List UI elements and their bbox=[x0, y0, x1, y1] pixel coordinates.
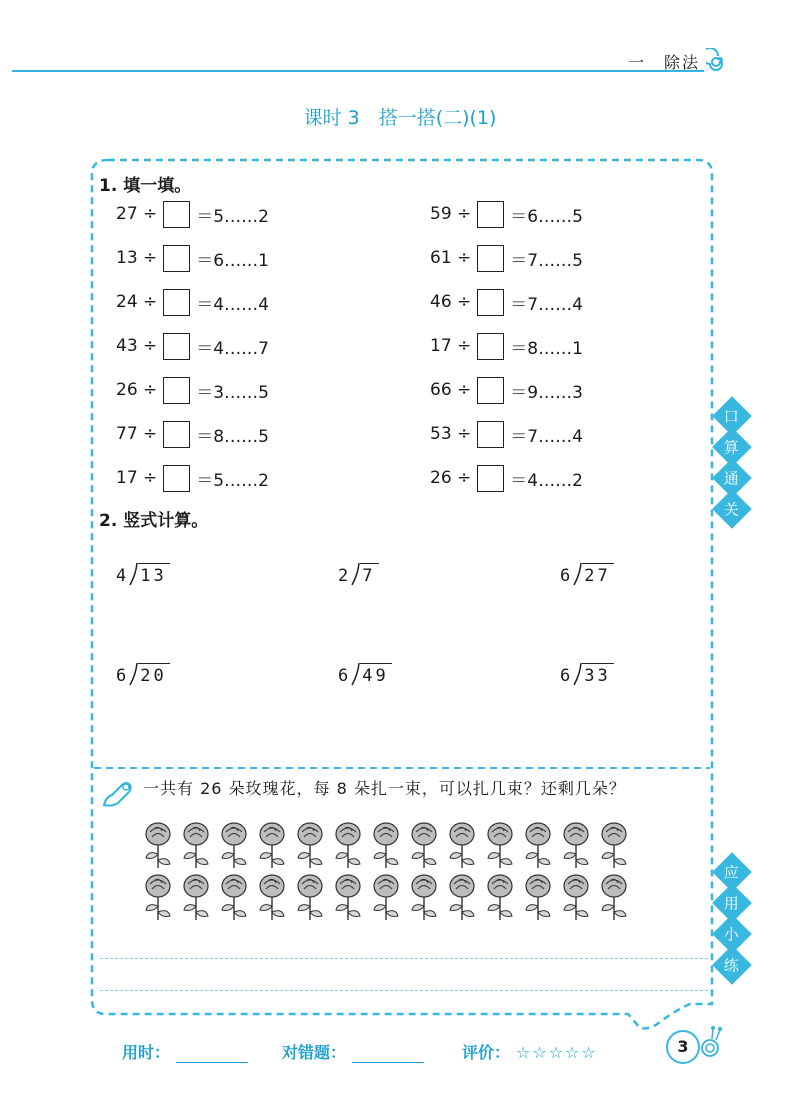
division-bracket bbox=[350, 562, 360, 586]
fill-equation bbox=[430, 417, 583, 451]
long-division-problem[interactable] bbox=[338, 556, 379, 586]
result-text: ＝4……2 bbox=[510, 470, 583, 491]
side-tag-char: 口 bbox=[712, 396, 752, 436]
rose-flower bbox=[184, 823, 208, 868]
long-division-problem[interactable] bbox=[338, 656, 392, 686]
fill-equation bbox=[116, 461, 269, 495]
division-bracket bbox=[350, 662, 360, 686]
dividend-text: 17 ÷ bbox=[430, 336, 472, 356]
fill-equation bbox=[430, 461, 583, 495]
rose-flower bbox=[336, 823, 360, 868]
rose-flower bbox=[298, 823, 322, 868]
fill-equation bbox=[430, 197, 583, 231]
result-text: ＝4……7 bbox=[196, 338, 269, 359]
rose-flower bbox=[412, 875, 436, 920]
dividend: 27 bbox=[582, 563, 613, 586]
answer-box[interactable] bbox=[477, 377, 504, 404]
result-text: ＝6……5 bbox=[510, 206, 583, 227]
dividend-text: 17 ÷ bbox=[116, 468, 158, 488]
dividend-text: 59 ÷ bbox=[430, 204, 472, 224]
rose-flower bbox=[374, 875, 398, 920]
answer-box[interactable] bbox=[163, 333, 190, 360]
answer-box[interactable] bbox=[163, 289, 190, 316]
errors-field bbox=[282, 1040, 424, 1063]
result-text: ＝7……4 bbox=[510, 426, 583, 447]
dividend-text: 53 ÷ bbox=[430, 424, 472, 444]
side-tag-char: 用 bbox=[712, 883, 752, 923]
rose-flower bbox=[222, 875, 246, 920]
rose-flower bbox=[336, 875, 360, 920]
fill-equation bbox=[430, 285, 583, 319]
divisor: 6 bbox=[560, 666, 571, 686]
dividend-text: 61 ÷ bbox=[430, 248, 472, 268]
fill-equation bbox=[430, 373, 583, 407]
divisor: 6 bbox=[560, 566, 571, 586]
word-problem: 一共有 26 朵玫瑰花，每 8 朵扎一束，可以扎几束？还剩几朵？ bbox=[143, 779, 626, 798]
rose-flower bbox=[602, 823, 626, 868]
dividend-text: 24 ÷ bbox=[116, 292, 158, 312]
rose-flower bbox=[450, 823, 474, 868]
answer-box[interactable] bbox=[163, 377, 190, 404]
long-division-problem[interactable] bbox=[116, 556, 170, 586]
answer-box[interactable] bbox=[163, 201, 190, 228]
dividend-text: 77 ÷ bbox=[116, 424, 158, 444]
pencil-hand-icon bbox=[100, 775, 136, 811]
result-text: ＝8……1 bbox=[510, 338, 583, 359]
result-text: ＝7……5 bbox=[510, 250, 583, 271]
answer-line[interactable] bbox=[100, 958, 708, 959]
result-text: ＝3……5 bbox=[196, 382, 269, 403]
time-field bbox=[122, 1040, 248, 1063]
errors-label: 对错题： bbox=[282, 1043, 347, 1062]
fill-equation bbox=[430, 329, 583, 363]
answer-box[interactable] bbox=[477, 245, 504, 272]
side-tag-char: 应 bbox=[712, 852, 752, 892]
rose-flower bbox=[564, 823, 588, 868]
answer-box[interactable] bbox=[163, 465, 190, 492]
rose-flower bbox=[260, 875, 284, 920]
fill-equation bbox=[116, 285, 269, 319]
answer-box[interactable] bbox=[477, 465, 504, 492]
side-tag-char: 关 bbox=[712, 489, 752, 529]
rose-flower bbox=[526, 823, 550, 868]
rose-flower bbox=[526, 875, 550, 920]
side-tag-application bbox=[712, 858, 752, 982]
dividend: 7 bbox=[360, 563, 378, 586]
result-text: ＝6……1 bbox=[196, 250, 269, 271]
rose-flower bbox=[488, 823, 512, 868]
rose-flower bbox=[412, 823, 436, 868]
result-text: ＝5……2 bbox=[196, 470, 269, 491]
answer-box[interactable] bbox=[477, 333, 504, 360]
divisor: 4 bbox=[116, 566, 127, 586]
errors-blank[interactable] bbox=[352, 1062, 424, 1063]
rose-flower bbox=[298, 875, 322, 920]
result-text: ＝5……2 bbox=[196, 206, 269, 227]
fill-equation bbox=[116, 241, 269, 275]
fill-equation bbox=[116, 417, 269, 451]
rose-flower bbox=[564, 875, 588, 920]
dividend: 49 bbox=[360, 663, 391, 686]
result-text: ＝8……5 bbox=[196, 426, 269, 447]
divisor: 6 bbox=[338, 666, 349, 686]
rose-flower bbox=[146, 875, 170, 920]
long-division-problem[interactable] bbox=[560, 656, 614, 686]
divisor: 2 bbox=[338, 566, 349, 586]
fill-equation bbox=[116, 197, 269, 231]
dividend: 13 bbox=[138, 563, 169, 586]
rose-illustration bbox=[140, 820, 670, 930]
dividend: 20 bbox=[138, 663, 169, 686]
fill-equation bbox=[430, 241, 583, 275]
dividend-text: 26 ÷ bbox=[116, 380, 158, 400]
section1-title: 1. 填一填。 bbox=[99, 176, 192, 196]
section2-title: 2. 竖式计算。 bbox=[99, 511, 209, 531]
page-number: 3 bbox=[666, 1030, 700, 1064]
rose-flower bbox=[222, 823, 246, 868]
dividend-text: 46 ÷ bbox=[430, 292, 472, 312]
side-tag-char: 练 bbox=[712, 945, 752, 985]
dividend-text: 26 ÷ bbox=[430, 468, 472, 488]
division-bracket bbox=[572, 662, 582, 686]
division-bracket bbox=[128, 562, 138, 586]
rose-flower bbox=[602, 875, 626, 920]
rating-stars[interactable]: ☆☆☆☆☆ bbox=[516, 1043, 598, 1062]
time-label: 用时： bbox=[122, 1043, 171, 1062]
divisor: 6 bbox=[116, 666, 127, 686]
side-tag-oral bbox=[712, 402, 752, 526]
dividend: 33 bbox=[582, 663, 613, 686]
division-bracket bbox=[128, 662, 138, 686]
rating-label: 评价： bbox=[462, 1043, 511, 1062]
answer-box[interactable] bbox=[477, 289, 504, 316]
rose-flower bbox=[450, 875, 474, 920]
division-bracket bbox=[572, 562, 582, 586]
fill-equation bbox=[116, 373, 269, 407]
answer-box[interactable] bbox=[477, 421, 504, 448]
fill-equation bbox=[116, 329, 269, 363]
rose-flower bbox=[184, 875, 208, 920]
side-tag-char: 小 bbox=[712, 914, 752, 954]
rose-flower bbox=[374, 823, 398, 868]
long-division-problem[interactable] bbox=[116, 656, 170, 686]
side-tag-char: 算 bbox=[712, 427, 752, 467]
rose-flower bbox=[488, 875, 512, 920]
answer-line[interactable] bbox=[100, 990, 708, 991]
answer-box[interactable] bbox=[163, 421, 190, 448]
dividend-text: 66 ÷ bbox=[430, 380, 472, 400]
time-blank[interactable] bbox=[176, 1062, 248, 1063]
dividend-text: 27 ÷ bbox=[116, 204, 158, 224]
lesson-title: 课时 3 搭一搭(二)(1) bbox=[303, 107, 497, 129]
rose-flower bbox=[146, 823, 170, 868]
rose-flower bbox=[260, 823, 284, 868]
chapter-label: 一 除法 bbox=[628, 53, 701, 72]
rating-field bbox=[462, 1040, 598, 1063]
result-text: ＝7……4 bbox=[510, 294, 583, 315]
long-division-problem[interactable] bbox=[560, 556, 614, 586]
answer-box[interactable] bbox=[477, 201, 504, 228]
snail-icon bbox=[696, 1024, 726, 1060]
result-text: ＝9……3 bbox=[510, 382, 583, 403]
dividend-text: 13 ÷ bbox=[116, 248, 158, 268]
side-tag-char: 通 bbox=[712, 458, 752, 498]
answer-box[interactable] bbox=[163, 245, 190, 272]
dividend-text: 43 ÷ bbox=[116, 336, 158, 356]
result-text: ＝4……4 bbox=[196, 294, 269, 315]
